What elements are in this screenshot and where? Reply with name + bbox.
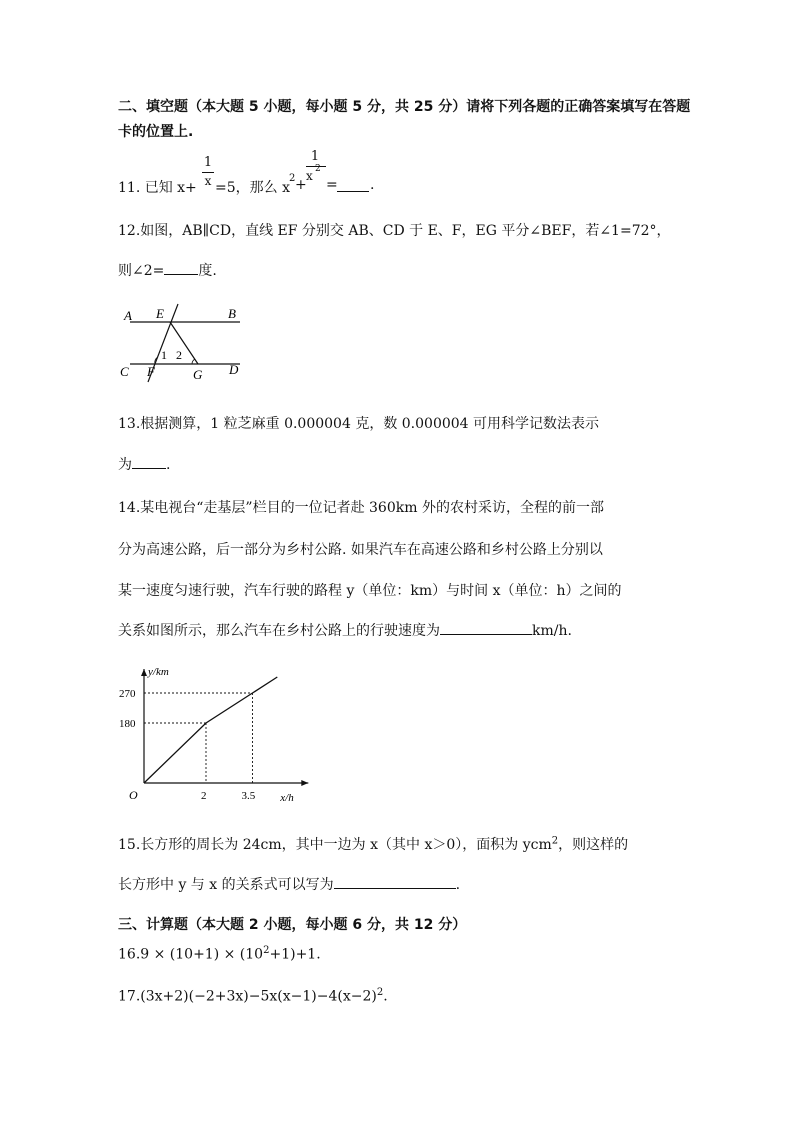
q11-end: . <box>370 177 375 193</box>
question-16 <box>118 945 321 963</box>
question-12-line1: 12.如图，AB∥CD，直线 EF 分别交 AB、CD 于 E、F，EG 平分∠BEF，若∠1=72°， <box>118 223 671 239</box>
q11-equals: = <box>326 177 338 193</box>
q11-frac2-num: 1 <box>310 149 320 164</box>
q11-answer-blank[interactable] <box>337 177 369 192</box>
y-tick-label-0: 180 <box>119 718 136 731</box>
x-tick-label-1: 3.5 <box>241 790 256 802</box>
question-13-line2 <box>118 454 170 474</box>
q11-frac1-num: 1 <box>203 155 213 170</box>
q11-frac1-bar <box>202 172 214 173</box>
q11-frac1-den: x <box>204 174 212 188</box>
y-tick-label-1: 270 <box>119 688 136 701</box>
q14-line4-suffix: km/h. <box>532 623 572 639</box>
q14-answer-blank[interactable] <box>440 620 532 635</box>
question-13-line1: 13.根据测算，1 粒芝麻重 0.000004 克，数 0.000004 可用科学记数法表示 <box>118 416 600 432</box>
series-line <box>144 677 277 783</box>
section-3-heading: 三、计算题（本大题 2 小题，每小题 6 分，共 12 分） <box>118 917 467 933</box>
label-e: E <box>156 306 164 321</box>
q11-plus: + <box>295 177 307 193</box>
q11-mid: =5，那么 x <box>215 180 290 196</box>
q11-frac2-den-exp: 2 <box>315 164 321 174</box>
origin-label: O <box>129 788 138 802</box>
label-b: B <box>228 306 236 321</box>
x-tick-label-0: 2 <box>201 790 207 802</box>
x-axis-label: x/h <box>280 792 294 804</box>
q13-line2-prefix: 为 <box>118 457 132 473</box>
q15-line1-prefix: 15.长方形的周长为 24cm，其中一边为 x（其中 x＞0），面积为 ycm <box>118 837 552 853</box>
q16-prefix: 16.9 × (10+1) × (10 <box>118 946 264 963</box>
q13-line2-suffix: . <box>166 457 171 473</box>
label-a: A <box>124 308 132 323</box>
q14-distance-time-chart <box>118 655 328 810</box>
q12-answer-blank[interactable] <box>164 260 198 275</box>
q16-sup: 2 <box>263 945 270 956</box>
q17-prefix: 17.(3x+2)(−2+3x)−5x(x−1)−4(x−2) <box>118 988 377 1005</box>
question-17 <box>118 987 388 1005</box>
q15-line1-sup: 2 <box>551 835 559 847</box>
q11-prefix: 11. 已知 x+ <box>118 180 197 196</box>
label-f: F <box>147 364 155 379</box>
q15-line2-suffix: . <box>455 877 461 893</box>
q17-suffix: . <box>383 988 388 1005</box>
q12-line2-suffix: 度. <box>198 263 217 279</box>
question-15-line2 <box>118 874 460 894</box>
label-angle-1: 1 <box>161 348 167 362</box>
line-eg <box>170 322 198 364</box>
label-d: D <box>229 362 239 377</box>
q15-line2-prefix: 长方形中 y 与 x 的关系式可以写为 <box>118 877 334 893</box>
y-axis-arrow <box>141 669 147 676</box>
q12-geometry-figure <box>118 300 248 390</box>
q12-line2-prefix: 则∠2= <box>118 263 165 279</box>
y-axis-label: y/km <box>148 666 169 679</box>
label-c: C <box>120 364 129 379</box>
question-14-line3: 某一速度匀速行驶，汽车行驶的路程 y（单位：km）与时间 x（单位：h）之间的 <box>118 583 622 599</box>
q14-line4-prefix: 关系如图所示，那么汽车在乡村公路上的行驶速度为 <box>118 623 440 639</box>
question-14-line4 <box>118 620 572 640</box>
q11-exp: 2 <box>289 173 296 184</box>
question-12-line2 <box>118 260 217 280</box>
angle-2-arc <box>192 359 195 364</box>
x-axis-arrow <box>301 780 308 786</box>
section-2-heading-line2: 卡的位置上. <box>118 124 194 140</box>
question-15-line1 <box>118 834 628 854</box>
label-angle-2: 2 <box>176 348 182 362</box>
label-g: G <box>193 367 203 382</box>
q13-answer-blank[interactable] <box>132 454 166 469</box>
question-14-line1: 14.某电视台“走基层”栏目的一位记者赴 360km 外的农村采访，全程的前一部 <box>118 500 604 516</box>
question-14-line2: 分为高速公路，后一部分为乡村公路. 如果汽车在高速公路和乡村公路上分别以 <box>118 542 603 558</box>
q16-suffix: +1)+1. <box>269 946 321 963</box>
section-2-heading-line1: 二、填空题（本大题 5 小题，每小题 5 分，共 25 分）请将下列各题的正确答案填写在答题 <box>118 99 691 115</box>
q15-answer-blank[interactable] <box>334 874 456 889</box>
q11-frac2-den: x <box>306 169 313 183</box>
q17-sup: 2 <box>376 987 384 998</box>
q15-line1-suffix: ，则这样的 <box>558 837 629 853</box>
